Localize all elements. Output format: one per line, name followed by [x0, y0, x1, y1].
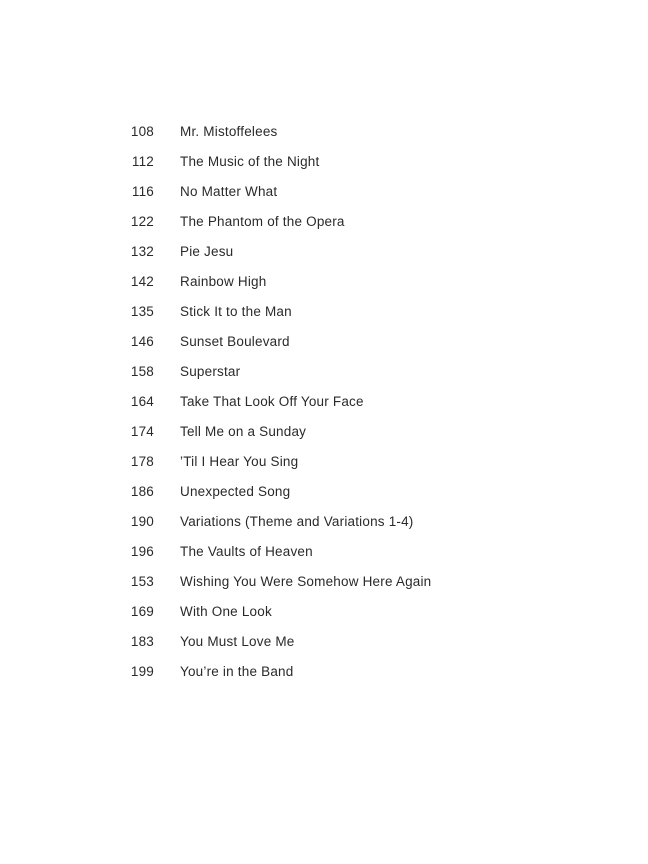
page-number: 142 — [130, 274, 154, 289]
toc-entry — [0, 571, 648, 601]
song-title: Sunset Boulevard — [180, 334, 290, 349]
toc-entry — [0, 361, 648, 391]
song-title: Stick It to the Man — [180, 304, 292, 319]
page-number: 112 — [131, 154, 154, 169]
page-number: 196 — [130, 544, 154, 559]
song-title: Take That Look Off Your Face — [180, 394, 364, 409]
toc-entry — [0, 481, 648, 511]
song-title: ’Til I Hear You Sing — [180, 454, 299, 469]
song-title: With One Look — [180, 604, 272, 619]
toc-entry — [0, 301, 648, 331]
page-number: 122 — [130, 214, 154, 229]
song-title: Variations (Theme and Variations 1-4) — [180, 514, 414, 529]
song-title: Pie Jesu — [180, 244, 234, 259]
song-title: You’re in the Band — [180, 664, 294, 679]
toc-entry — [0, 241, 648, 271]
toc-entry — [0, 271, 648, 301]
page-number: 164 — [130, 394, 154, 409]
song-title: The Vaults of Heaven — [180, 544, 313, 559]
page-number: 174 — [130, 424, 154, 439]
song-title: Mr. Mistoffelees — [180, 124, 278, 139]
toc-entry — [0, 631, 648, 661]
song-title: You Must Love Me — [180, 634, 295, 649]
toc-entry — [0, 511, 648, 541]
toc-entry — [0, 541, 648, 571]
toc-entry — [0, 421, 648, 451]
toc-entry — [0, 661, 648, 691]
page-number: 190 — [130, 514, 154, 529]
table-of-contents — [0, 121, 648, 691]
page-number: 199 — [130, 664, 154, 679]
song-title: No Matter What — [180, 184, 278, 199]
toc-entry — [0, 331, 648, 361]
page-number: 146 — [130, 334, 154, 349]
song-title: Unexpected Song — [180, 484, 291, 499]
page-number: 158 — [130, 364, 154, 379]
toc-entry — [0, 451, 648, 481]
page-number: 178 — [130, 454, 154, 469]
page-number: 153 — [130, 574, 154, 589]
toc-entry — [0, 151, 648, 181]
song-title: The Phantom of the Opera — [180, 214, 345, 229]
page-number: 132 — [130, 244, 154, 259]
song-title: Wishing You Were Somehow Here Again — [180, 574, 432, 589]
song-title: Tell Me on a Sunday — [180, 424, 307, 439]
toc-entry — [0, 181, 648, 211]
song-title: Rainbow High — [180, 274, 267, 289]
toc-entry — [0, 211, 648, 241]
page-number: 116 — [131, 184, 154, 199]
toc-entry — [0, 121, 648, 151]
page-number: 186 — [130, 484, 154, 499]
toc-entry — [0, 601, 648, 631]
page-number: 183 — [130, 634, 154, 649]
song-title: Superstar — [180, 364, 241, 379]
toc-entry — [0, 391, 648, 421]
page-number: 108 — [130, 124, 154, 139]
page-number: 169 — [130, 604, 154, 619]
song-title: The Music of the Night — [180, 154, 320, 169]
page-number: 135 — [130, 304, 154, 319]
